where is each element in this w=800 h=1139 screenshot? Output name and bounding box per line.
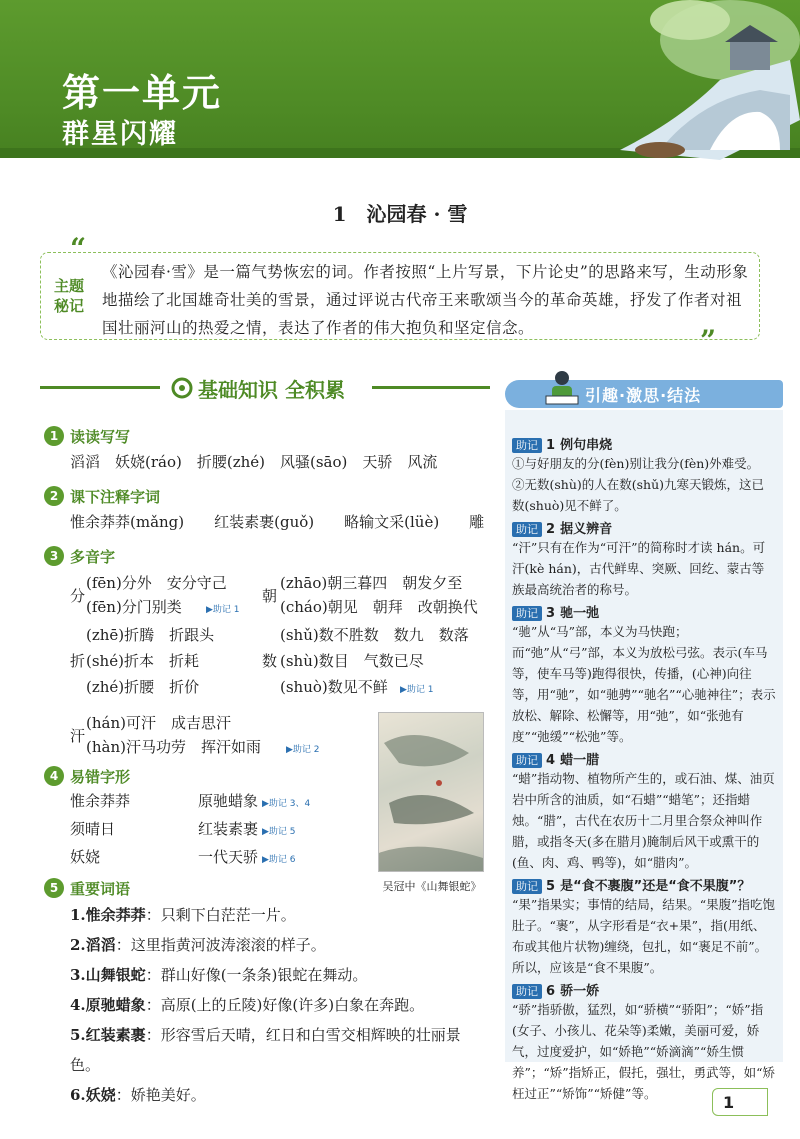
section-number: 1	[44, 426, 64, 446]
bridge-illustration	[600, 0, 800, 160]
misspelled-left: 惟余莽莽	[70, 792, 131, 810]
vocab-term: 山舞银蛇	[85, 966, 146, 984]
side-note	[512, 749, 776, 873]
vocab-def: ：这里指黄河波涛滚滚的样子。	[115, 936, 326, 954]
note-tag: 助记	[512, 753, 542, 768]
polyphone-line: (zhāo)朝三暮四 朝发夕至	[280, 574, 463, 592]
note-ref-tag: ▶助记 1	[206, 605, 240, 615]
note-body: ①与好朋友的分(fèn)别让我分(fèn)外难受。 ②无数(shù)的人在数(shǔ)九寒天锻炼，这已数(shuò)见不鲜了。	[512, 456, 765, 513]
polyphone-line: (cháo)朝见 朝拜 改朝换代	[280, 598, 478, 616]
note-number: 3	[546, 606, 556, 621]
note-tag: 助记	[512, 522, 542, 537]
polyphone-line: (shǔ)数不胜数 数九 数落	[280, 626, 469, 644]
note-number: 2	[546, 522, 556, 537]
note-ref-tag: ▶助记 6	[262, 855, 296, 865]
section-label: 读读写写	[70, 427, 131, 446]
polyphone-char: 朝	[262, 587, 278, 605]
summary-text: 《沁园春·雪》是一篇气势恢宏的词。作者按照“上片写景，下片论史”的思路来写，生动形象地描绘了北国雄奇壮美的雪景，通过评说古代帝王来歌颂当今的革命英雄，抒发了作者对祖国壮丽河山的热爱之情，表达了作者的伟大抱负和坚定信念。	[102, 263, 749, 337]
painting-image	[378, 712, 484, 872]
section-4-header	[44, 764, 130, 788]
unit-subtitle: 群星闪耀	[62, 119, 178, 150]
note-body: “蜡”指动物、植物所产生的，或石油、煤、油页岩中所含的油质，如“石蜡”“蜡笔”；还指蜡烛。“腊”，古代在农历十二月里合祭众神叫作腊，或指冬天(多在腊月)腌制后风干或熏干的(鱼、肉、鸡、鸭等)，如“腊肉”。	[512, 771, 775, 870]
polyphone-char: 汗	[70, 727, 86, 745]
polyphone-line: (shù)数目 气数已尽	[280, 652, 424, 670]
note-title: 蜡一腊	[560, 753, 600, 768]
vocab-item	[70, 1020, 490, 1080]
vocab-item	[70, 930, 490, 960]
page-number-text: 1	[723, 1092, 735, 1112]
polyphone-line: (fēn)分门别类	[86, 598, 182, 616]
section-5-header	[44, 876, 130, 900]
vocab-number: 3.	[70, 966, 86, 984]
vocab-item	[70, 960, 490, 990]
note-body: “汗”只有在作为“可汗”的简称时才读 hán。可汗(kè hán)，古代鲜卑、突厥、回纥、蒙古等族最高统治者的称号。	[512, 540, 766, 597]
section-number: 4	[44, 766, 64, 786]
vocab-term: 惟余莽莽	[85, 906, 146, 924]
misspelled-right: 原驰蜡象	[198, 792, 259, 810]
note-body: “骄”指骄傲，猛烈，如“骄横”“骄阳”；“娇”指(女子、小孩儿、花朵等)柔嫩，美丽可爱，娇气，过度爱护，如“娇艳”“娇滴滴”“娇生惯养”；“矫”指矫正，假托，强壮，勇武等，如“矫枉过正”“矫饰”“矫健”等。	[512, 1002, 776, 1101]
note-title: 骄一娇	[560, 984, 600, 999]
side-note	[512, 602, 776, 747]
polyphone-char: 数	[262, 652, 278, 670]
polyphone-line: (shuò)数见不鲜	[280, 678, 388, 696]
section-number: 3	[44, 546, 64, 566]
vocab-def: ：高原(上的丘陵)好像(许多)白象在奔跑。	[145, 996, 425, 1014]
misspelled-left: 须晴日	[70, 820, 116, 838]
vocab-number: 2.	[70, 936, 86, 954]
vocab-def: ：形容雪后天晴，红日和白雪交相辉映的壮丽景色。	[70, 1026, 461, 1074]
vocab-item	[70, 1080, 490, 1110]
main-heading: 基础知识 全积累	[198, 378, 345, 402]
section-1-words: 滔滔 妖娆(ráo) 折腰(zhé) 风骚(sāo) 天骄 风流	[70, 453, 438, 471]
section-label: 重要词语	[70, 879, 131, 898]
summary-label: 主题秘记	[54, 277, 85, 315]
polyphone-line: (shé)折本 折耗	[86, 652, 199, 670]
note-body: “果”指果实；事情的结局，结果。“果腹”指吃饱肚子。“裹”，从字形看是“衣+果”，指(用纸、布或其他片状物)缠绕，包扎，如“裹足不前”。所以，应该是“食不果腹”。	[512, 897, 776, 975]
note-tag: 助记	[512, 606, 542, 621]
reader-icon	[540, 368, 584, 410]
polyphone-line: (zhé)折腰 折价	[86, 678, 200, 696]
vocab-def: ：群山好像(一条条)银蛇在舞动。	[145, 966, 368, 984]
misspelled-left: 妖娆	[70, 848, 101, 866]
heading-rule-left	[40, 386, 160, 389]
swirl-icon	[170, 376, 194, 400]
side-notes	[512, 434, 776, 1104]
vocab-number: 1.	[70, 906, 86, 924]
note-number: 6	[546, 984, 556, 999]
section-2-header	[44, 484, 160, 508]
note-ref-tag: ▶助记 5	[262, 827, 296, 837]
side-banner: 引趣·激思·结法	[505, 380, 783, 408]
section-2-words: 惟余莽莽(mǎng) 红装素裹(guǒ) 略输文采(lüè) 雕	[70, 513, 485, 531]
section-number: 2	[44, 486, 64, 506]
vocab-number: 5.	[70, 1026, 86, 1044]
section-label: 多音字	[70, 547, 116, 566]
note-tag: 助记	[512, 879, 542, 894]
section-number: 5	[44, 878, 64, 898]
vocab-number: 4.	[70, 996, 86, 1014]
note-ref-tag: ▶助记 2	[286, 745, 320, 755]
heading-rule-right	[372, 386, 490, 389]
note-ref-tag: ▶助记 3、4	[262, 799, 311, 809]
polyphone-line: (zhē)折腾 折跟头	[86, 626, 215, 644]
note-ref-tag: ▶助记 1	[400, 685, 434, 695]
vocab-def: ：娇艳美好。	[115, 1086, 206, 1104]
side-note	[512, 518, 776, 600]
side-note	[512, 980, 776, 1104]
open-quote-icon: “	[70, 232, 87, 265]
vocab-item	[70, 900, 490, 930]
vocab-term: 原驰蜡象	[85, 996, 146, 1014]
polyphone-line: (fēn)分外 安分守己	[86, 574, 227, 592]
note-title: 例句串烧	[560, 438, 613, 453]
note-number: 4	[546, 753, 556, 768]
note-title: 驰一弛	[560, 606, 600, 621]
note-number: 1	[546, 438, 556, 453]
side-note	[512, 875, 776, 978]
note-body: “驰”从“马”部，本义为马快跑；而“弛”从“弓”部，本义为放松弓弦。表示(车马等，使车马等)跑得很快，传播，(心神)向往等，用“驰”，如“驰骋”“驰名”“心驰神往”；表示放松、解除、松懈等，用“弛”，如“张弛有度”“弛缓”“松弛”等。	[512, 624, 776, 744]
vocab-term: 红装素裹	[85, 1026, 146, 1044]
section-1-header	[44, 424, 130, 448]
vocab-item	[70, 990, 490, 1020]
vocab-list	[70, 900, 490, 1110]
close-quote-icon: ”	[700, 324, 717, 357]
vocab-def: ：只剩下白茫茫一片。	[145, 906, 296, 924]
section-label: 课下注释字词	[70, 487, 161, 506]
painting-strokes	[379, 713, 483, 871]
page-number	[712, 1088, 768, 1116]
polyphone-line: (hán)可汗 成吉思汗	[86, 714, 231, 732]
vocab-number: 6.	[70, 1086, 86, 1104]
lesson-title: 1 沁园春 · 雪	[332, 202, 468, 226]
side-note	[512, 434, 776, 516]
note-tag: 助记	[512, 438, 542, 453]
vocab-term: 妖娆	[85, 1086, 116, 1104]
polyphone-line: (hàn)汗马功劳 挥汗如雨	[86, 738, 261, 756]
note-tag: 助记	[512, 984, 542, 999]
polyphone-char: 分	[70, 587, 86, 605]
misspelled-right: 一代天骄	[198, 848, 259, 866]
note-number: 5	[546, 879, 556, 894]
polyphone-char: 折	[70, 652, 86, 670]
note-title: 是“食不裹腹”还是“食不果腹”？	[560, 879, 751, 894]
note-title: 据义辨音	[560, 522, 613, 537]
section-3-header	[44, 544, 115, 568]
vocab-term: 滔滔	[85, 936, 116, 954]
section-label: 易错字形	[70, 767, 131, 786]
painting-caption: 吴冠中《山舞银蛇》	[382, 880, 482, 893]
unit-title: 第一单元	[62, 71, 223, 115]
misspelled-right: 红装素裹	[198, 820, 259, 838]
